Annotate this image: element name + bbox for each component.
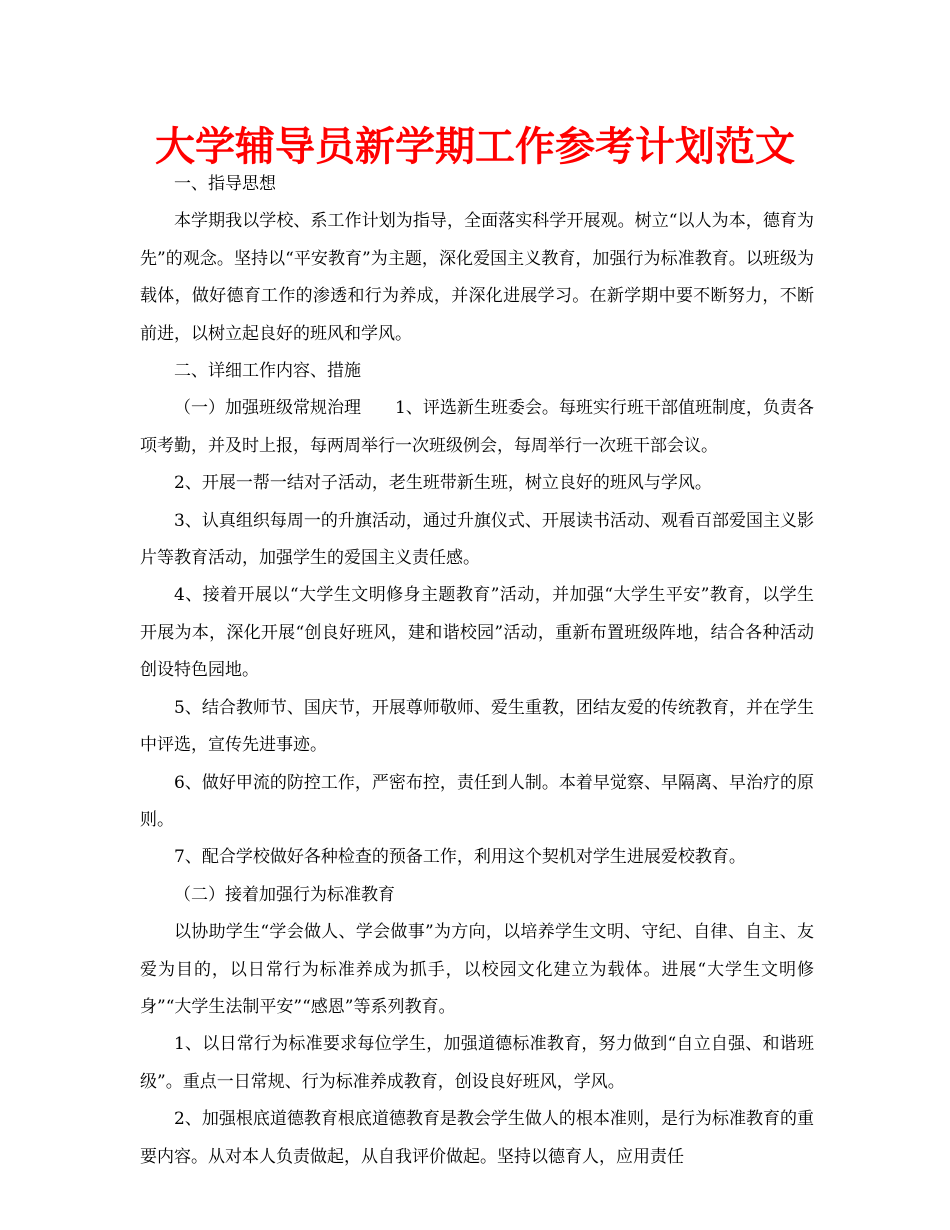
paragraph: 本学期我以学校、系工作计划为指导，全面落实科学开展观。树立“以人为本，德育为先”的观念。坚持以“平安教育”为主题，深化爱国主义教育，加强行为标准教育。以班级为载体，做好德育工作的渗透和行为养成，并深化进展学习。在新学期中要不断努力，不断前进，以树立起良好的班风和学风。 (140, 211, 814, 344)
paragraph: 6、做好甲流的防控工作，严密布控，责任到人制。本着早觉察、早隔离、早治疗的原则。 (140, 772, 814, 830)
subheading-behavior-education: （二）接着加强行为标准教育 (174, 884, 395, 905)
paragraph: （一）加强班级常规治理 1、评选新生班委会。每班实行班干部值班制度，负责各项考勤，并及时上报，每两周举行一次班级例会，每周举行一次班干部会议。 (140, 398, 814, 456)
heading-guiding-ideology: 一、指导思想 (174, 174, 276, 194)
paragraph: 2、开展一帮一结对子活动，老生班带新生班，树立良好的班风与学风。 (174, 473, 712, 494)
document-body (140, 166, 814, 1176)
paragraph: 7、配合学校做好各种检查的预备工作，利用这个契机对学生进展爱校教育。 (174, 847, 746, 868)
paragraph: 以协助学生“学会做人、学会做事”为方向，以培养学生文明、守纪、自律、自主、友爱为目的，以日常行为标准养成为抓手，以校园文化建立为载体。进展“大学生文明修身”“大学生法制平安”“感恩”等系列教育。 (140, 922, 814, 1017)
paragraph: 5、结合教师节、国庆节，开展尊师敬师、爱生重教，团结友爱的传统教育，并在学生中评选，宣传先进事迹。 (140, 697, 814, 756)
paragraph: 4、接着开展以“大学生文明修身主题教育”活动，并加强“大学生平安”教育，以学生开展为本，深化开展“创良好班风，建和谐校园”活动，重新布置班级阵地，结合各种活动创设特色园地。 (140, 585, 814, 681)
paragraph: 3、认真组织每周一的升旗活动，通过升旗仪式、开展读书活动、观看百部爱国主义影片等教育活动，加强学生的爱国主义责任感。 (140, 510, 814, 569)
document-title: 大学辅导员新学期工作参考计划范文 (155, 124, 795, 170)
paragraph: 2、加强根底道德教育根底道德教育是教会学生做人的根本准则，是行为标准教育的重要内容。从对本人负责做起，从自我评价做起。坚持以德育人，应用责任 (140, 1109, 814, 1167)
paragraph: 1、以日常行为标准要求每位学生，加强道德标准教育，努力做到“自立自强、和谐班级”。重点一日常规、行为标准养成教育，创设良好班风，学风。 (140, 1034, 814, 1092)
heading-work-content: 二、详细工作内容、措施 (174, 361, 361, 382)
